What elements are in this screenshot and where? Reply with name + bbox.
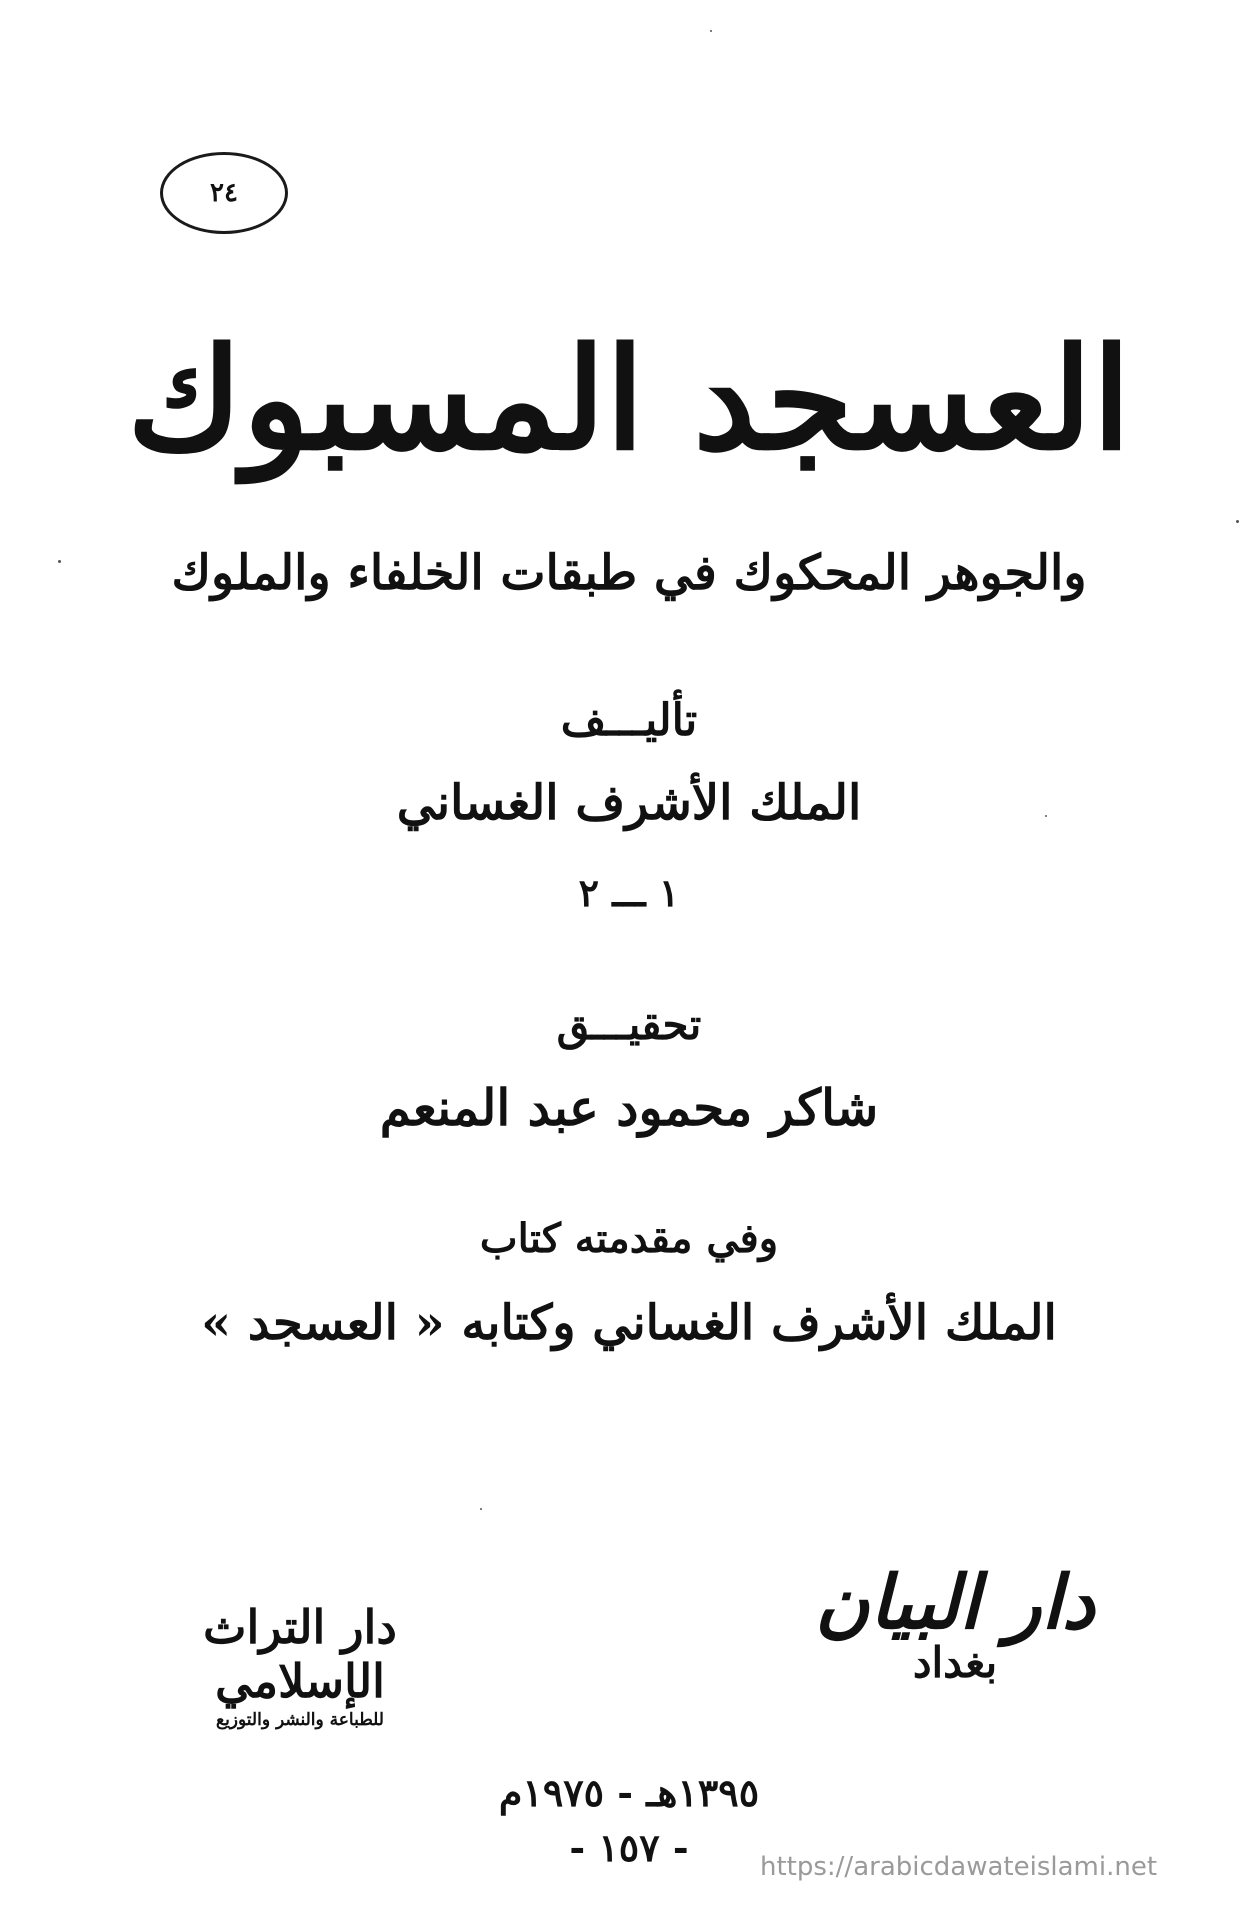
main-title: العسجد المسبوك: [127, 318, 1131, 482]
website-watermark: https://arabicdawateislami.net: [760, 1852, 1158, 1882]
page-number: - ١٥٧ -: [569, 1825, 689, 1870]
preface-label: وفي مقدمته كتاب: [479, 1215, 779, 1262]
scan-speck: [58, 560, 61, 563]
scan-speck: [480, 1508, 482, 1510]
preface-title: الملك الأشرف الغساني وكتابه « العسجد »: [201, 1295, 1057, 1351]
publisher-right-city: بغداد: [912, 1638, 998, 1687]
editor-name: شاكر محمود عبد المنعم: [379, 1078, 879, 1137]
scan-speck: [1236, 520, 1239, 523]
publisher-left-name: دار التراث الإسلامي: [203, 1600, 397, 1708]
publisher-left-tagline: للطباعة والنشر والتوزيع: [216, 1710, 384, 1730]
publication-dates: ١٣٩٥هـ - ١٩٧٥م: [498, 1770, 760, 1815]
volumes-range: ١ ـــ ٢: [578, 870, 680, 915]
subtitle: والجوهر المحكوك في طبقات الخلفاء والملوك: [171, 545, 1087, 601]
publisher-dar-al-turath-logo: [120, 1600, 480, 1730]
publisher-dar-al-bayan-logo: [790, 1560, 1120, 1687]
series-number: ٢٤: [210, 178, 238, 208]
series-number-oval: [160, 152, 288, 234]
author-name: الملك الأشرف الغساني: [396, 775, 862, 831]
publisher-right-name: دار البيان: [815, 1560, 1095, 1646]
authored-by-label: تأليـــف: [560, 695, 698, 746]
scan-speck: [1045, 815, 1047, 817]
scan-speck: [710, 30, 712, 32]
edited-by-label: تحقيـــق: [556, 1000, 702, 1049]
